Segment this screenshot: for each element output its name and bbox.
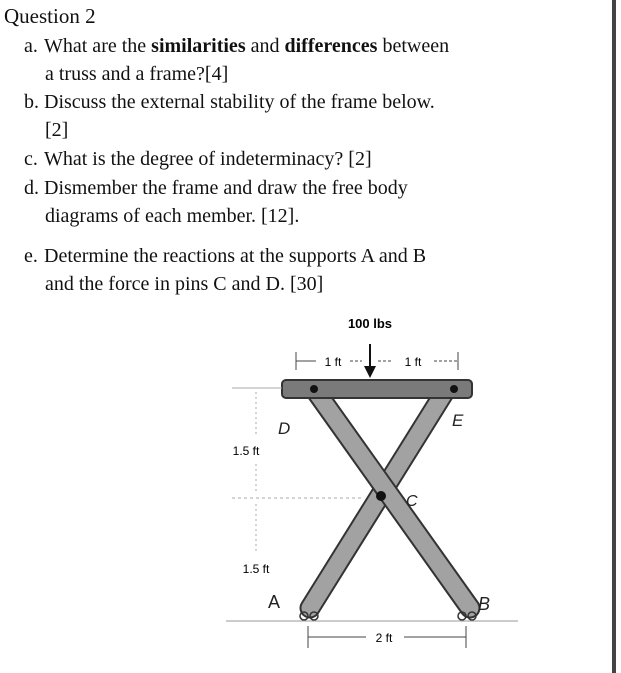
question-b-letter: b.	[24, 91, 39, 113]
question-b	[24, 88, 584, 144]
question-d	[24, 174, 584, 230]
question-a-text-between: between	[377, 35, 450, 57]
question-title: Question 2	[4, 4, 96, 28]
pin-left-top	[310, 385, 318, 393]
label-d: D	[278, 419, 291, 438]
dim-right-top-label: 1 ft	[404, 355, 422, 369]
pin-right-top	[450, 385, 458, 393]
label-a: A	[268, 592, 281, 612]
question-e-line2: and the force in pins C and D. [30]	[45, 273, 324, 295]
question-a-line2: a truss and a frame?[4]	[45, 63, 229, 85]
question-a-bold-similarities: similarities	[151, 35, 246, 57]
question-a-letter: a.	[24, 35, 38, 57]
question-c-letter: c.	[24, 148, 38, 170]
question-e-line1: Determine the reactions at the supports A and B	[44, 245, 427, 267]
pin-c	[376, 491, 386, 501]
dim-lower-height-label: 1.5 ft	[242, 562, 270, 576]
dim-upper-height-label: 1.5 ft	[232, 444, 260, 458]
dim-base-label: 2 ft	[375, 631, 393, 645]
question-b-line2: [2]	[45, 119, 69, 141]
question-b-line1: Discuss the external stability of the frame below.	[44, 91, 435, 113]
question-d-letter: d.	[24, 177, 39, 199]
label-e: E	[452, 411, 464, 430]
right-border-rule	[612, 0, 616, 673]
question-d-line1: Dismember the frame and draw the free body	[44, 177, 408, 199]
load-arrow-head	[364, 366, 376, 378]
question-e	[24, 242, 584, 298]
dim-left-top-label: 1 ft	[324, 355, 342, 369]
question-c-line1: What is the degree of indeterminacy? [2]	[44, 148, 372, 170]
question-a-text-and: and	[245, 35, 285, 57]
question-d-line2: diagrams of each member. [12].	[45, 205, 300, 227]
question-e-letter: e.	[24, 245, 38, 267]
label-b: B	[478, 594, 491, 614]
label-c: C	[406, 493, 418, 510]
question-c	[24, 145, 584, 173]
question-a-text: What are the	[44, 35, 152, 57]
load-label: 100 lbs	[347, 316, 393, 331]
question-a-bold-differences: differences	[284, 35, 378, 57]
question-a	[24, 32, 584, 88]
frame-diagram	[222, 308, 522, 668]
